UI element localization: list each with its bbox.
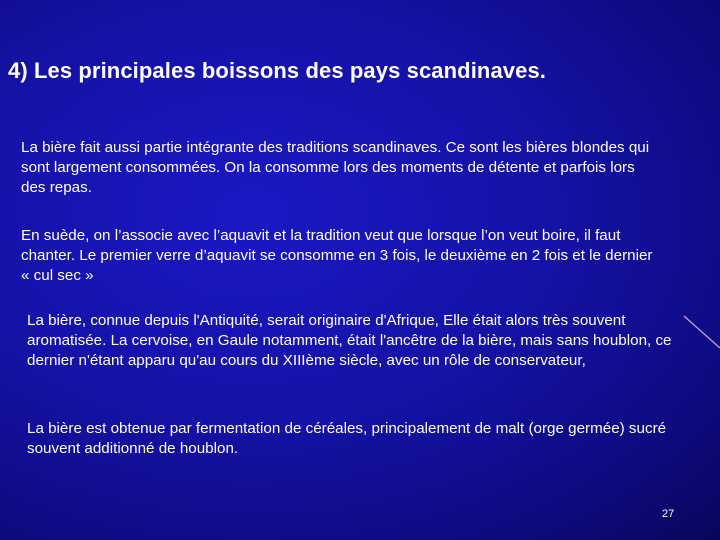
paragraph-beer-tradition: La bière fait aussi partie intégrante des traditions scandinaves. Ce sont les bières blondes qui sont largement consommées. On la consomme lors des moments de détente et parfois lors des repas. [21, 139, 650, 196]
slide-title: 4) Les principales boissons des pays scandinaves. [8, 58, 547, 83]
paragraph-beer-production: La bière est obtenue par fermentation de céréales, principalement de malt (orge germée) sucré souvent additionné de houblon. [27, 420, 667, 457]
page-number: 27 [662, 508, 675, 520]
paragraph-aquavit: En suède, on l’associe avec l’aquavit et la tradition veut que lorsque l’on veut boire, il faut chanter. Le premier verre d’aquavit se consomme en 3 fois, le deuxième en 2 fois et le dernier « cul sec » [21, 227, 653, 284]
paragraph-beer-history: La bière, connue depuis l'Antiquité, serait originaire d'Afrique, Elle était alors très souvent aromatisée. La cervoise, en Gaule notamment, était l'ancêtre de la bière, mais sans houblon, ce dernier n'étant apparu qu'au cours du XIIIème siècle, avec un rôle de conservateur, [27, 312, 672, 369]
